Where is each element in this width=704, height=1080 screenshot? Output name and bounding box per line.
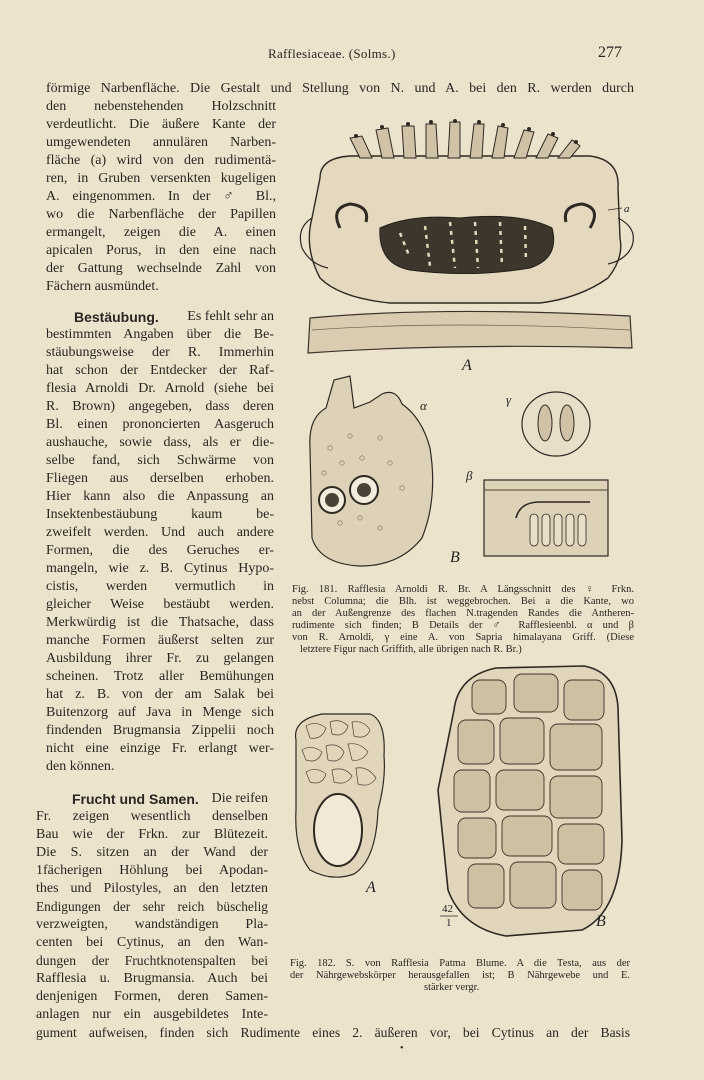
text-line: Fr. zeigen wesentlich denselben xyxy=(36,809,268,824)
fig181-caption-line: an der Außengrenze des flachen N.tragenden Randes die Antheren- xyxy=(292,608,634,619)
section-heading-line xyxy=(72,790,268,810)
figure-181-illustration xyxy=(290,118,646,598)
fig181-label-beta: β xyxy=(466,468,473,483)
text-line: Merkwürdig ist die Thatsache, dass xyxy=(46,615,274,630)
section-heading-bestaeubung: Bestäubung. xyxy=(74,309,159,325)
fig181-gamma-anther xyxy=(506,392,590,456)
running-title: Rafflesiaceae. (Solms.) xyxy=(268,46,396,61)
text-line: denjenigen Formen, deren Samen- xyxy=(36,989,268,1004)
footer-mark: • xyxy=(400,1043,404,1054)
text-line-full: förmige Narbenfläche. Die Gestalt und Stellung von N. und A. bei den R. werden durch xyxy=(46,81,634,96)
text-line: zweifelt werden. Und auch andere xyxy=(46,525,274,540)
fig182-label-B: B xyxy=(596,913,606,930)
fig181-label-alpha: α xyxy=(420,398,427,413)
text-line: verzweigten, wandständigen Pla- xyxy=(36,917,268,932)
text-line: A. eingenommen. In der ♂ Bl., xyxy=(46,189,276,204)
page-number: 277 xyxy=(598,44,622,61)
text-line: ren, in Gruben versenkten kugeligen xyxy=(46,171,276,186)
page-header xyxy=(0,46,704,66)
fig181-label-gamma: γ xyxy=(506,392,512,407)
text-line-full: gument aufweisen, finden sich Rudimente eines 2. äußeren vor, bei Cytinus an der Basis xyxy=(36,1025,630,1040)
fig181-caption-line: von R. Arnoldi, γ eine A. von Sapria himalayana Griff. (Diese xyxy=(292,632,634,643)
text-fragment: Es fehlt sehr an xyxy=(187,309,274,324)
text-line: Buitenzorg auf Java in Menge sich xyxy=(46,705,274,720)
fig182-caption-line: Fig. 182. S. von Rafflesia Patma Blume. A die Testa, aus der xyxy=(290,958,630,969)
text-line: stäubungsweise der R. Immerhin xyxy=(46,345,274,360)
fig181-caption-line: Fig. 181. Rafflesia Arnoldi R. Br. A Längsschnitt des ♀ Frkn. xyxy=(292,584,634,595)
fig182-label-A: A xyxy=(366,879,376,896)
section-heading-line xyxy=(74,308,274,328)
fig182-caption-line: der Nährgewebskörper herausgefallen ist; B Nährgewebe und E. xyxy=(290,970,630,981)
text-line: apicalen Porus, in den eine nach xyxy=(46,243,276,258)
text-line: findenden Brugmansia Zippelii noch xyxy=(46,723,274,738)
text-line: verdeutlicht. Die äußere Kante der xyxy=(46,117,276,132)
fig181-label-A: A xyxy=(462,357,472,374)
fig181-label-B: B xyxy=(450,549,460,566)
text-line: anlagen nur ein ausgebildetes Inte- xyxy=(36,1007,268,1022)
text-line: den können. xyxy=(46,759,115,774)
text-line: ermangelt, zeigen die A. einen xyxy=(46,225,276,240)
text-line: 1fächerigen Höhlung bei Apodan- xyxy=(36,863,268,878)
text-line: thes und Pilostyles, an den letzten xyxy=(36,881,268,896)
text-line: Die S. sitzen an der Wand der xyxy=(36,845,268,860)
text-line: bestimmten Angaben über die Be- xyxy=(46,327,274,342)
text-line: scheinen. Trotz aller Bemühungen xyxy=(46,669,274,684)
fig182-scale-denominator: 1 xyxy=(446,917,452,929)
text-line: fläche (a) wird von den rudimentä- xyxy=(46,153,276,168)
fig182-scale-numerator: 42 xyxy=(442,903,453,915)
text-line: Fächern ausmündet. xyxy=(46,279,159,294)
text-line: R. Brown) angegeben, dass deren xyxy=(46,399,274,414)
text-line: dungen der Fruchtknotenspalten bei xyxy=(36,953,268,968)
text-line: Bl. einen prononcierten Aasgeruch xyxy=(46,417,274,432)
text-line: den nebenstehenden Holzschnitt xyxy=(46,99,276,114)
text-fragment: Die reifen xyxy=(211,791,268,806)
fig182-caption-line: stärker vergr. xyxy=(424,982,480,993)
fig181-b-detail xyxy=(310,376,460,566)
text-line: wo die Narbenfläche der Papillen xyxy=(46,207,276,222)
text-line: Bau wie der Frkn. zur Blütezeit. xyxy=(36,827,268,842)
text-line: Hier kann also die Anpassung an xyxy=(46,489,274,504)
text-line: Formen, die des Geruches er- xyxy=(46,543,274,558)
fig182-b-endosperm xyxy=(438,666,622,936)
fig181-a-longitudinal-section xyxy=(300,119,633,374)
fig182-a-testa xyxy=(296,714,385,896)
text-line: Insektenbestäubung kaum be- xyxy=(46,507,274,522)
figure-182-illustration xyxy=(282,660,632,942)
text-line: centen bei Cytinus, an den Wan- xyxy=(36,935,268,950)
fig181-label-a-small: a xyxy=(624,203,630,215)
text-line: Rafflesia u. Brugmansia. Auch bei xyxy=(36,971,268,986)
text-line: Ausbildung ihrer Fr. zu gelangen xyxy=(46,651,274,666)
text-line: manche Formen äußerst selten zur xyxy=(46,633,274,648)
fig181-caption-line: letztere Figur nach Griffith, alle übrigen nach R. Br.) xyxy=(300,644,522,655)
text-line: nicht eine einzige Fr. erlangt wer- xyxy=(46,741,274,756)
text-line: gleicher Weise bestäubt werden. xyxy=(46,597,274,612)
fig181-beta-detail xyxy=(465,468,608,556)
section-heading-frucht-und-samen: Frucht und Samen. xyxy=(72,791,199,807)
text-line: mangeln, wie z. B. Cytinus Hypo- xyxy=(46,561,274,576)
fig181-caption-line: nebst Columna; die Blh. ist weggebrochen. Bei a die Kante, wo xyxy=(292,596,634,607)
text-line: Fliegen aus derselben erhoben. xyxy=(46,471,274,486)
text-line: hat schon der Entdecker der Raf- xyxy=(46,363,274,378)
text-line: hat z. B. von der am Salak bei xyxy=(46,687,274,702)
text-line: der Gattung wechselnde Zahl von xyxy=(46,261,276,276)
text-line: cistis, werden vermutlich in xyxy=(46,579,274,594)
text-line: aushauche, sowie dass, als er die- xyxy=(46,435,274,450)
text-line: umgewendeten annulären Narben- xyxy=(46,135,276,150)
text-line: flesia Arnoldi Dr. Arnold (siehe bei xyxy=(46,381,274,396)
text-line: selbe fand, sich Schwärme von xyxy=(46,453,274,468)
fig181-caption-line: rudimente sich finden; B Details der ♂ Rafflesieenbl. α und β xyxy=(292,620,634,631)
text-line: Endigungen der sehr reich büschelig xyxy=(36,899,268,914)
